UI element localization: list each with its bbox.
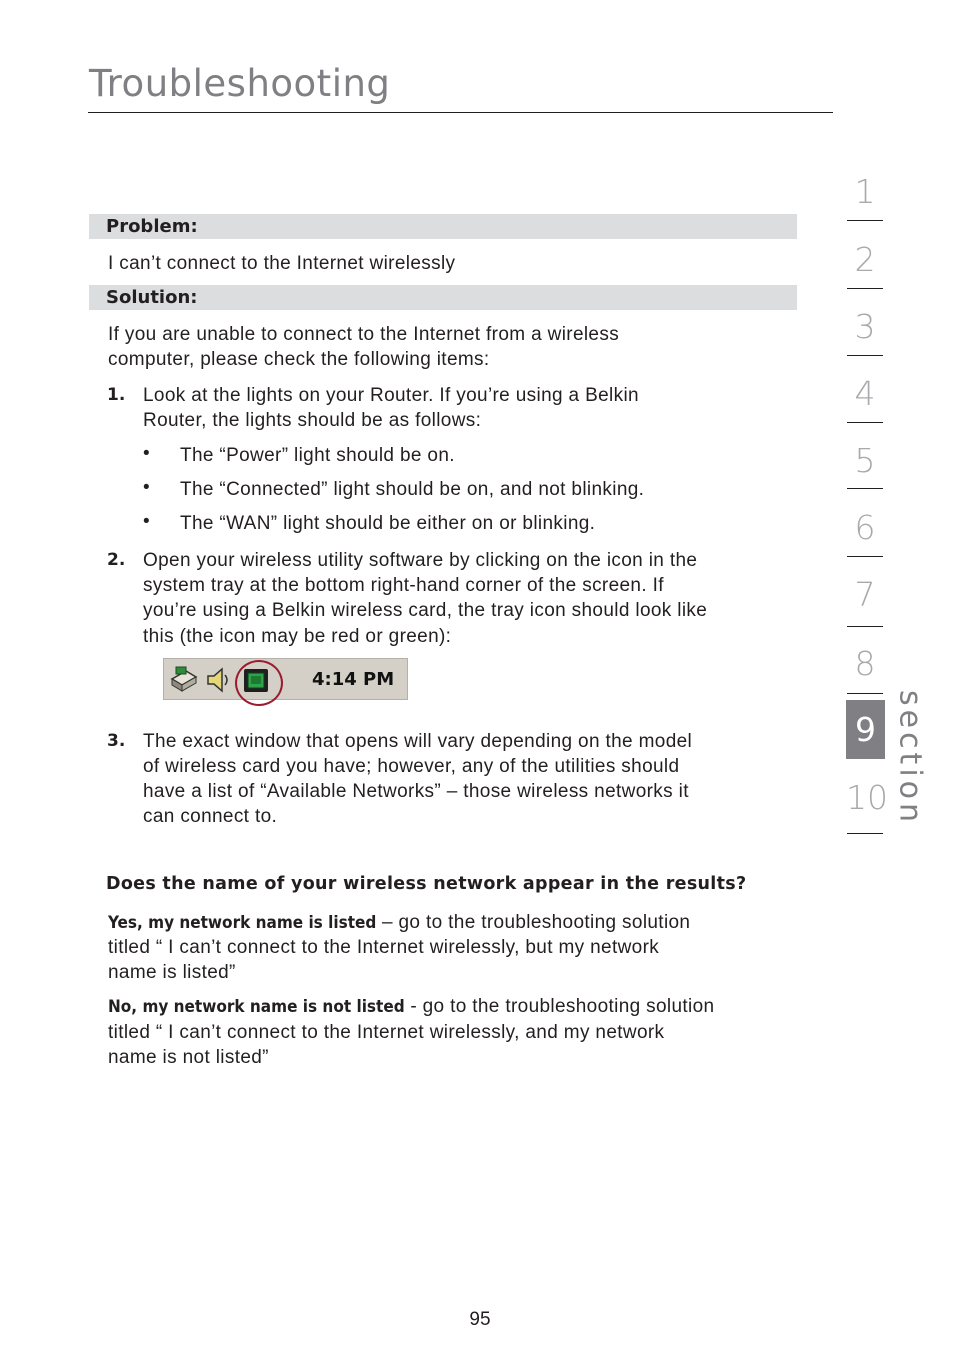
bullet-marker: • (143, 443, 150, 464)
step-2-line-2: system tray at the bottom right-hand corner of the screen. If (143, 575, 664, 596)
step-3-number: 3. (107, 731, 126, 751)
answer-no-line-3: name is not listed” (108, 1047, 269, 1068)
step-2-line-4: this (the icon may be red or green): (143, 626, 452, 647)
section-5[interactable]: 5 (854, 441, 876, 480)
answer-yes-line-2: titled “ I can’t connect to the Internet wirelessly, but my network (108, 937, 660, 958)
step-2-number: 2. (107, 550, 126, 570)
section-rule (847, 288, 883, 289)
step-1-line-2: Router, the lights should be as follows: (143, 410, 482, 431)
section-10[interactable]: 10 (846, 778, 888, 817)
answer-yes-lead: Yes, my network name is listed (108, 913, 377, 933)
solution-intro-line-1: If you are unable to connect to the Internet from a wireless (108, 324, 620, 345)
bullet-item-power: The “Power” light should be on. (180, 445, 455, 466)
section-6[interactable]: 6 (854, 508, 876, 547)
solution-label: Solution: (106, 287, 198, 308)
solution-intro-line-2: computer, please check the following items: (108, 349, 490, 370)
section-9-active[interactable] (846, 700, 885, 759)
answer-yes-line-1 (108, 910, 690, 936)
page-number: 95 (469, 1309, 491, 1330)
step-3-line-3: have a list of “Available Networks” – those wireless networks it (143, 781, 689, 802)
answer-no-lead: No, my network name is not listed (108, 997, 405, 1017)
section-rule (847, 355, 883, 356)
step-2-line-1: Open your wireless utility software by clicking on the icon in the (143, 550, 698, 571)
bullet-item-connected: The “Connected” light should be on, and not blinking. (180, 479, 645, 500)
step-1-line-1: Look at the lights on your Router. If you’re using a Belkin (143, 385, 639, 406)
bullet-item-wan: The “WAN” light should be either on or blinking. (180, 513, 596, 534)
section-7[interactable]: 7 (854, 575, 876, 614)
network-icon (168, 665, 200, 695)
section-rule (847, 556, 883, 557)
section-4[interactable]: 4 (854, 374, 876, 413)
system-tray-image (163, 658, 408, 700)
answer-yes-rest: – go to the troubleshooting solution (376, 912, 691, 933)
section-vertical-label: section (892, 689, 928, 827)
answer-yes-line-3: name is listed” (108, 962, 236, 983)
tray-clock: 4:14 PM (312, 669, 395, 690)
section-9-label: 9 (855, 710, 876, 749)
answer-no-line-1 (108, 994, 714, 1020)
speaker-icon (204, 665, 232, 695)
step-1-number: 1. (107, 385, 126, 405)
question-heading: Does the name of your wireless network appear in the results? (106, 874, 747, 894)
solution-bar (89, 285, 797, 310)
section-rule (847, 422, 883, 423)
section-3[interactable]: 3 (854, 307, 876, 346)
section-rule (847, 833, 883, 834)
section-rule (847, 693, 883, 694)
step-2-line-3: you’re using a Belkin wireless card, the tray icon should look like (143, 600, 708, 621)
highlight-circle (235, 660, 283, 706)
section-rule (847, 488, 883, 489)
section-2[interactable]: 2 (854, 240, 876, 279)
page-title: Troubleshooting (89, 62, 391, 105)
answer-no-line-2: titled “ I can’t connect to the Internet wirelessly, and my network (108, 1022, 665, 1043)
step-3-line-1: The exact window that opens will vary depending on the model (143, 731, 693, 752)
bullet-marker: • (143, 511, 150, 532)
title-rule (88, 112, 833, 113)
bullet-marker: • (143, 477, 150, 498)
problem-label: Problem: (106, 216, 198, 237)
section-rule (847, 220, 883, 221)
answer-no-rest: - go to the troubleshooting solution (404, 996, 715, 1017)
step-3-line-2: of wireless card you have; however, any of the utilities should (143, 756, 680, 777)
section-1[interactable]: 1 (854, 172, 876, 211)
step-3-line-4: can connect to. (143, 806, 278, 827)
section-8[interactable]: 8 (854, 644, 876, 683)
problem-bar (89, 214, 797, 239)
problem-text: I can’t connect to the Internet wirelessly (108, 253, 456, 274)
section-rule (847, 626, 883, 627)
